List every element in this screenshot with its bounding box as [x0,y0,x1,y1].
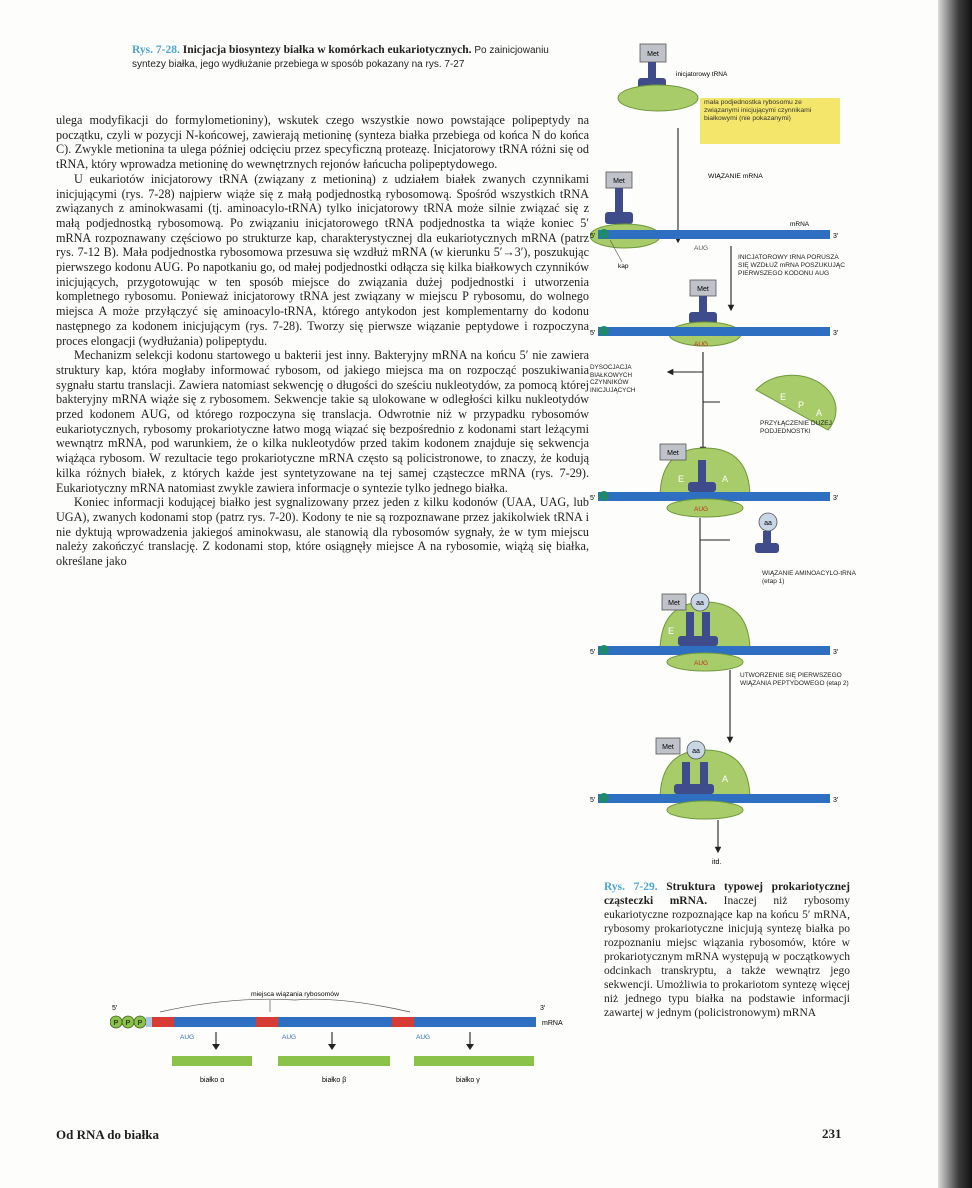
caption-body-7-29: Inaczej niż rybosomy eukariotyczne rozpoznające kap na końcu 5′ mRNA, rybosomy prokariotyczne inicjują syntezę białka po rozpoznaniu miejsc wiązania rybosomów, które w prokariotycznym mRNA występują w początkowych odcinkach transkryptu, a także wewnątrz jego sekwencji. Umożliwia to prokariotom syntezę więcej niż jednego typu białka na podstawie informacji zawartej w jednym (policistronowym) mRNA [604,895,850,1019]
mrna-binding-label: WIĄZANIE mRNA [708,173,763,180]
site-e-5: E [668,626,675,636]
aa-label-5: aa [696,600,704,607]
scanning-note: INICJATOROWY tRNA PORUSZA SIĘ WZDŁUŻ mRNA POSZUKUJĄC PIERWSZEGO KODONU AUG [738,254,845,277]
protein-beta-bar [278,1056,390,1066]
caption-label-7-29: Rys. 7-29. [604,881,658,893]
five-prime-4: 5′ [590,495,596,502]
three-prime-4: 3′ [833,495,839,502]
site-e-free: E [780,392,787,402]
caption-label: Rys. 7-28. [132,44,180,56]
site-a-4: A [722,474,729,484]
met-label-5: Met [668,600,680,607]
aa-label-1: aa [764,520,772,527]
dissociation-note: DYSOCJACJA BIAŁKOWYCH CZYNNIKÓW INICJUJĄCYCH [590,364,636,394]
aug-bottom-2: AUG [282,1034,297,1041]
five-prime-5: 5′ [590,649,596,656]
protein-gamma-bar [414,1056,534,1066]
protein-beta-label: białko β [322,1077,347,1084]
aug-label-5: AUG [694,660,709,667]
mrna-strand-3 [598,327,830,336]
cap-label: kap [618,263,629,270]
three-prime-5: 3′ [833,649,839,656]
five-prime-bottom: 5′ [112,1005,118,1012]
met-label-6: Met [662,744,674,751]
page-number: 231 [822,1126,842,1141]
met-label-2: Met [613,178,625,185]
met-label-1: Met [647,51,659,58]
paragraph-3: Mechanizm selekcji kodonu startowego u bakterii jest inny. Bakteryjny mRNA na końcu 5′ nie zawiera struktury kap, która mogłaby informować rybosom, od jakiego miejsca ma on rozpocząć poszukiwania sygnału startu translacji. Zawiera natomiast sekwencję o długości do sześciu nukleotydów, za pomocą której bakteryjny mRNA wiąże się z rybosomem. Sekwencje takie są ulokowane w odległości kilku nukleotydów przed kodonem AUG, od którego rozpoczyna się translacja. Odwrotnie niż w przypadku rybosomów eukariotycznych, rybosomy prokariotyczne łatwo mogą wiązać się bezpośrednio z kodonami start leżącymi wewnątrz mRNA, pod warunkiem, że o kilka nukleotydów przed takim kodonem znajduje się sekwencja wiążąca rybosom. W rezultacie tego prokariotyczne mRNA często są policistronowe, to znaczy, że kodują kilka różnych białek, z których każde jest syntetyzowane na tej samej cząsteczce mRNA (rys. 7-29). Eukariotyczny mRNA natomiast zwykle zawiera informacje o syntezie tylko jednego białka. [56,348,589,495]
three-prime-3: 3′ [833,330,839,337]
phosphate-3: P [137,1020,143,1027]
site-p-free: P [798,400,805,410]
three-prime-bottom: 3′ [540,1005,546,1012]
figure-caption-7-28 [132,44,582,71]
chapter-footer: Od RNA do białka [56,1127,159,1142]
aminoacyl-binding-note: WIĄZANIE AMINOACYLO-tRNA (etap 1) [762,570,856,585]
protein-gamma-label: białko γ [456,1077,480,1084]
polycistronic-diagram [110,982,570,1092]
site-a-6: A [722,774,729,784]
protein-alpha-label: białko α [200,1077,225,1084]
protein-alpha-bar [172,1056,252,1066]
aug-label-2: AUG [694,245,709,252]
mrna-label-bottom: mRNA [542,1020,563,1027]
aug-label-4: AUG [694,506,709,513]
large-attach-note: PRZYŁĄCZENIE DUŻEJ PODJEDNOSTKI [760,420,832,435]
binding-site-1 [152,1017,174,1027]
three-prime-6: 3′ [833,797,839,804]
small-subunit-1 [618,85,698,111]
paragraph-1: ulega modyfikacji do formylometioniny), wskutek czego wszystkie nowo powstające polipeptydy na początku, czyli w pozycji N-końcowej, zawierają metioninę (synteza białka przebiega od końca N do końca C). Zwykle metionina ta ulega później odcięciu przez specyficzną proteazę. Inicjatorowy tRNA różni się od tRNA, który wprowadza metioninę do wewnętrznych rejonów łańcucha polipeptydowego. [56,113,589,172]
met-label-3: Met [697,286,709,293]
aug-bottom-3: AUG [416,1034,431,1041]
page-edge-shadow [938,0,972,1188]
figure-caption-7-29 [604,880,850,1020]
phosphate-1: P [113,1020,119,1027]
five-prime-3: 5′ [590,330,596,337]
peptide-bond-note: UTWORZENIE SIĘ PIERWSZEGO WIĄZANIA PEPTYDOWEGO (etap 2) [740,672,849,687]
etc-label: itd. [712,859,722,866]
site-e-4: E [678,474,685,484]
aa-label-6: aa [692,748,700,755]
caption-title: Inicjacja biosyntezy białka w komórkach eukariotycznych. [182,44,472,56]
mrna-label-2: mRNA [790,221,810,228]
met-label-4: Met [667,450,679,457]
site-a-free: A [816,408,823,418]
binding-site-3 [392,1017,414,1027]
aug-bottom-1: AUG [180,1034,195,1041]
main-text-column [56,113,589,569]
aug-label-3: AUG [694,341,709,348]
binding-site-2 [256,1017,278,1027]
initiator-trna-label: inicjatorowy tRNA [676,71,728,78]
caption-body: Po zainicjowaniu syntezy białka, jego wydłużanie przebiega w sposób pokazany na rys. 7-27 [132,45,549,70]
phosphate-2: P [125,1020,131,1027]
mrna-strand-bottom [146,1017,536,1027]
paragraph-4: Koniec informacji kodującej białko jest sygnalizowany przez jeden z kilku kodonów (UAA, UAG, lub UGA), zwanych kodonami stop (patrz rys. 7-20). Kodony te nie są rozpoznawane przez jakikolwiek tRNA i nie dyktują wprowadzenia jakiegoś aminokwasu, ale stanowią dla rybosomów sygnały, że w tym miejscu należy zakończyć translację. Z kodonami stop, które osiągnęły miejsce A na rybosomie, wiążą się białka, określane jako [56,495,589,569]
small-subunit-note: mała podjednostka rybosomu ze związanymi inicjującymi czynnikami białkowymi (nie pokazanymi) [704,99,812,123]
mrna-strand-2 [598,230,830,239]
five-prime-2: 5′ [590,233,596,240]
caption-title-7-29: Struktura typowej prokariotycznej cząsteczki mRNA. [604,881,850,907]
five-prime-6: 5′ [590,797,596,804]
paragraph-2: U eukariotów inicjatorowy tRNA (związany z metioniną) z udziałem białek zwanych czynnikami inicjującymi (rys. 7-28) najpierw wiąże się z małą podjednostką rybosomową. Spośród wszystkich tRNA związanych z aminokwasami (tj. aminoacylo-tRNA) tylko inicjatorowy tRNA może silnie związać się z małą podjednostką rybosomową. Po związaniu inicjatorowego tRNA podjednostka ta wiąże koniec 5′ mRNA rozpoznawany częściowo po strukturze kap, charakterystycznej dla eukariotycznych mRNA (patrz rys. 7-12 B). Mała podjednostka rybosomowa przesuwa się wzdłuż mRNA (w kierunku 5′→3′), poszukując pierwszego kodonu AUG. Po napotkaniu go, od małej podjednostki odłącza się kilka białkowych czynników inicjujących, przygotowując w ten sposób miejsce do związania dużej podjednostki i utworzenia kompletnego rybosomu. Ponieważ inicjatorowy tRNA jest związany w miejscu P rybosomu, do wolnego miejsca A może przyłączyć się aminoacylo-tRNA, którego antykodon jest komplementarny do kodonu następnego za kodonem inicjującym (rys. 7-28). Tworzy się pierwsze wiązanie peptydowe i rozpoczyna proces elongacji (wydłużania) polipeptydu. [56,171,589,348]
three-prime-2: 3′ [833,233,839,240]
initiation-diagram [590,40,890,870]
binding-sites-label: miejsca wiązania rybosomów [250,991,340,998]
